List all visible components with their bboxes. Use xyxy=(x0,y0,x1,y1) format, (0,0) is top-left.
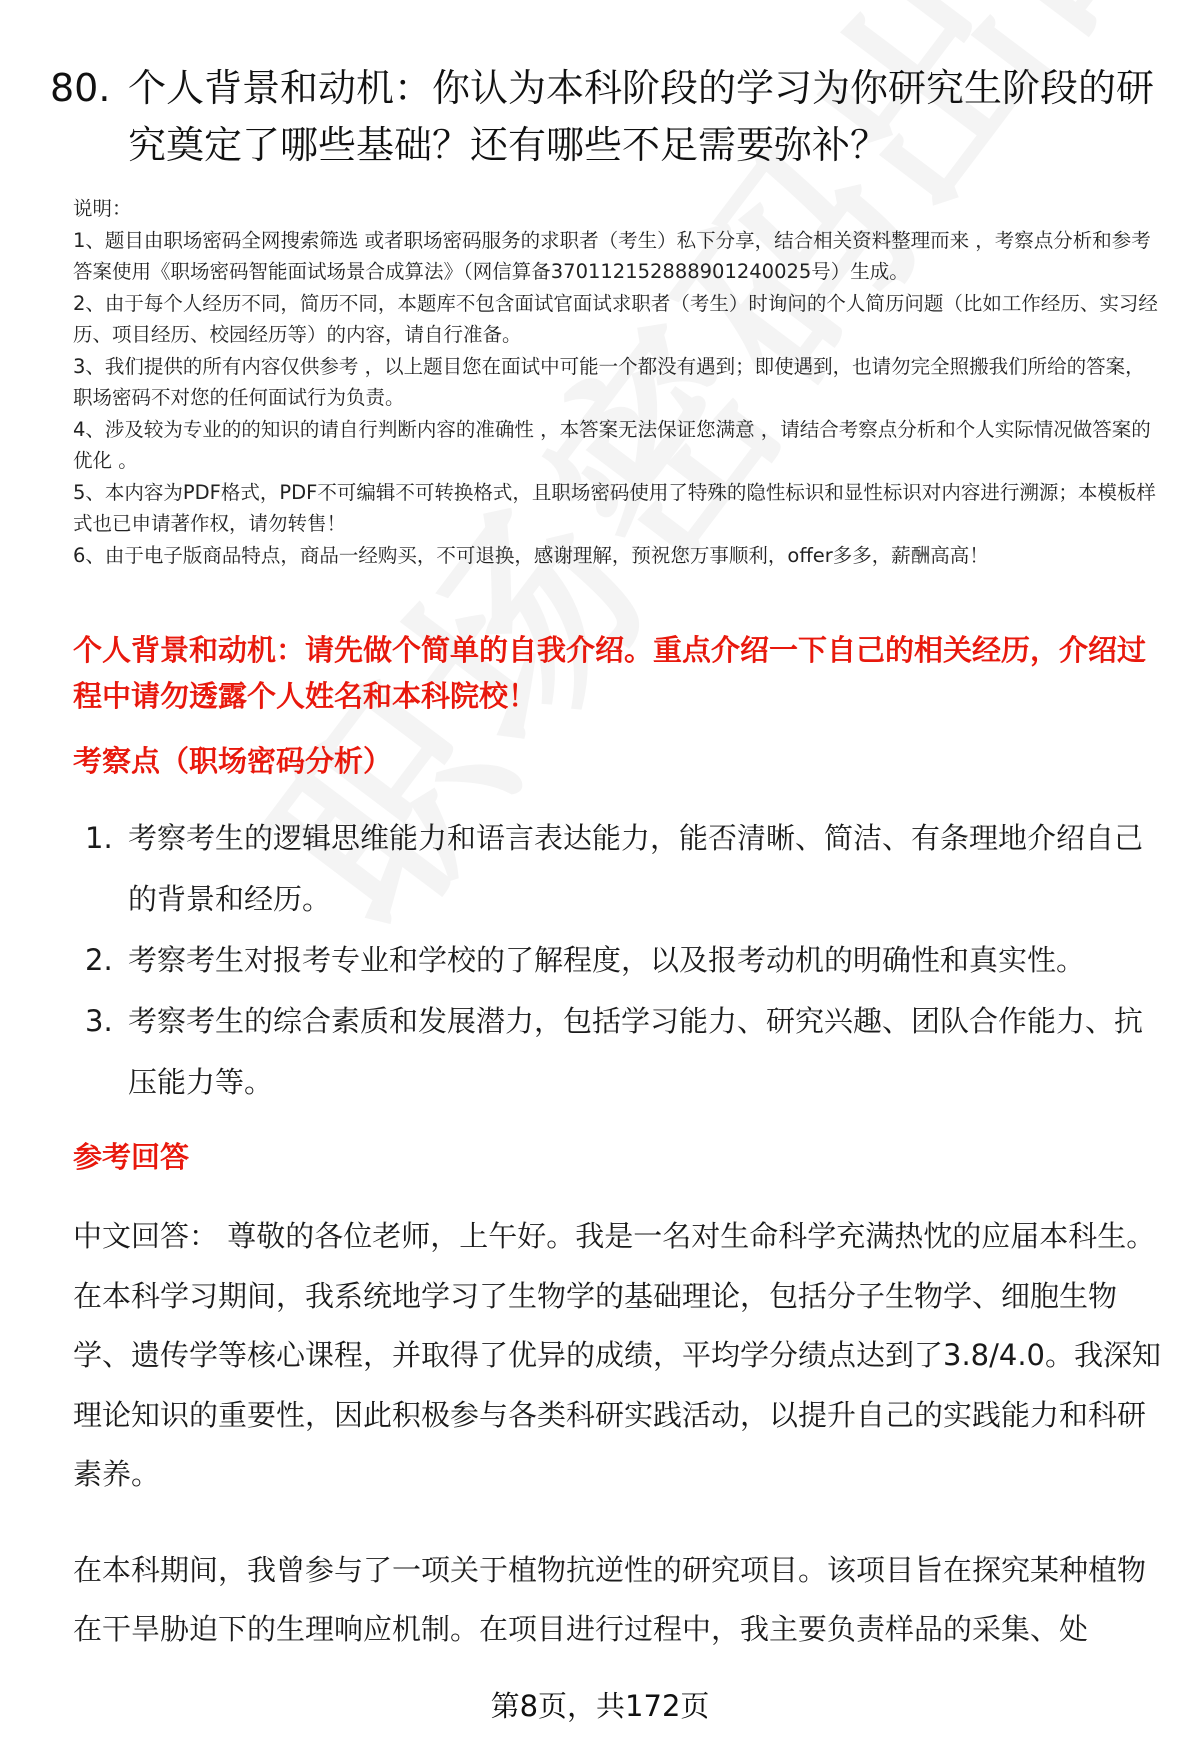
answer-paragraph: 中文回答： 尊敬的各位老师，上午好。我是一名对生命科学充满热忱的应届本科生。在本科学习期间，我系统地学习了生物学的基础理论，包括分子生物学、细胞生物学、遗传学等核心课程，并取得了优异的成绩，平均学分绩点达到了3.8/4.0。我深知理论知识的重要性，因此积极参与各类科研实践活动，以提升自己的实践能力和科研素养。 xyxy=(73,1219,1162,1491)
list-item xyxy=(73,991,1163,1113)
assessment-heading: 考察点（职场密码分析） xyxy=(73,744,393,778)
list-item-number: 3. xyxy=(85,1004,113,1038)
list-item xyxy=(73,930,1163,991)
list-item-number: 1. xyxy=(85,821,113,855)
list-item-text: 考察考生的综合素质和发展潜力，包括学习能力、研究兴趣、团队合作能力、抗压能力等。 xyxy=(128,1004,1144,1099)
note-item: 5、本内容为PDF格式，PDF不可编辑不可转换格式，且职场密码使用了特殊的隐性标识和显性标识对内容进行溯源；本模板样式也已申请著作权，请勿转售！ xyxy=(73,480,1156,535)
list-item xyxy=(73,808,1163,930)
notes-heading: 说明： xyxy=(73,197,132,220)
answer-body xyxy=(73,1207,1163,1696)
note-item: 2、由于每个人经历不同，简历不同，本题库不包含面试官面试求职者（考生）时询问的个人简历问题（比如工作经历、实习经历、项目经历、校园经历等）的内容，请自行准备。 xyxy=(73,291,1158,346)
note-item: 3、我们提供的所有内容仅供参考 ，以上题目您在面试中可能一个都没有遇到；即使遇到，也请勿完全照搬我们所给的答案，职场密码不对您的任何面试行为负责。 xyxy=(73,354,1145,409)
list-item-text: 考察考生的逻辑思维能力和语言表达能力，能否清晰、简洁、有条理地介绍自己的背景和经历。 xyxy=(128,821,1144,916)
assessment-list xyxy=(73,808,1163,1113)
page-footer: 第8页，共172页 xyxy=(490,1689,710,1723)
answer-paragraph: 在本科期间，我曾参与了一项关于植物抗逆性的研究项目。该项目旨在探究某种植物在干旱胁迫下的生理响应机制。在项目进行过程中，我主要负责样品的采集、处 xyxy=(73,1552,1147,1646)
disclaimer-notes xyxy=(73,193,1163,571)
answer-heading: 参考回答 xyxy=(73,1140,190,1174)
note-item: 1、题目由职场密码全网搜索筛选 或者职场密码服务的求职者（考生）私下分享，结合相关资料整理而来 ，考察点分析和参考答案使用《职场密码智能面试场景合成算法》（网信算备370112152888901240025号）生成。 xyxy=(73,228,1151,283)
note-item: 4、涉及较为专业的的知识的请自行判断内容的准确性 ，本答案无法保证您满意 ，请结合考察点分析和个人实际情况做答案的优化 。 xyxy=(73,417,1151,472)
interview-question: 个人背景和动机：请先做个简单的自我介绍。重点介绍一下自己的相关经历，介绍过程中请勿透露个人姓名和本科院校！ xyxy=(73,633,1147,713)
question-text: 个人背景和动机：你认为本科阶段的学习为你研究生阶段的研究奠定了哪些基础？还有哪些不足需要弥补？ xyxy=(128,66,1155,167)
note-item: 6、由于电子版商品特点，商品一经购买，不可退换，感谢理解，预祝您万事顺利，offer多多，薪酬高高！ xyxy=(73,543,989,567)
list-item-number: 2. xyxy=(85,943,113,977)
question-number: 80. xyxy=(50,66,111,110)
question-title xyxy=(50,60,1160,174)
list-item-text: 考察考生对报考专业和学校的了解程度，以及报考动机的明确性和真实性。 xyxy=(128,943,1086,977)
